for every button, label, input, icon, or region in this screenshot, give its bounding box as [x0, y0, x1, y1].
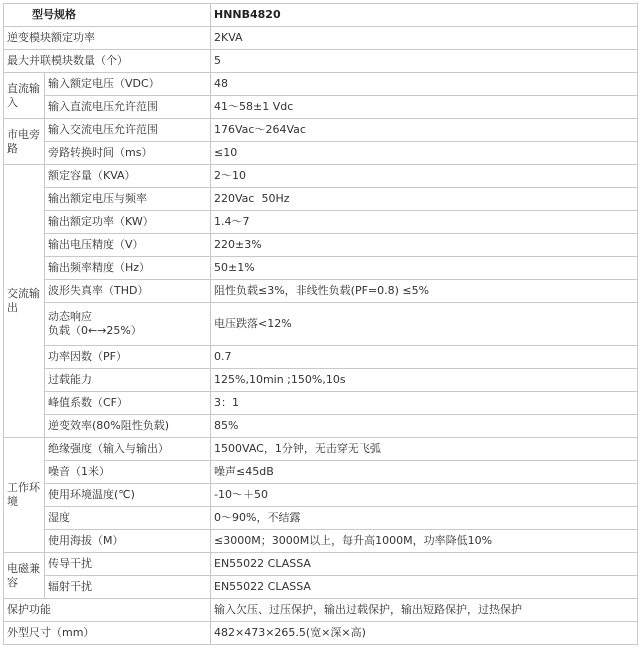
row-label: 输出额定功率（KW） — [45, 211, 211, 234]
header-model-label: 型号规格 — [4, 4, 211, 27]
row-label: 功率因数（PF） — [45, 346, 211, 369]
row-label: 使用环境温度(℃) — [45, 484, 211, 507]
table-row — [4, 257, 638, 280]
header-row — [4, 4, 638, 27]
row-label: 峰值系数（CF） — [45, 392, 211, 415]
table-row — [4, 303, 638, 346]
row-label: 最大并联模块数量（个） — [4, 50, 211, 73]
row-value: 阻性负载≤3%，非线性负载(PF=0.8) ≤5% — [211, 280, 638, 303]
row-label: 绝缘强度（输入与输出） — [45, 438, 211, 461]
table-row — [4, 280, 638, 303]
table-row — [4, 530, 638, 553]
table-row — [4, 369, 638, 392]
row-value: 噪声≤45dB — [211, 461, 638, 484]
row-value: ≤10 — [211, 142, 638, 165]
table-row — [4, 415, 638, 438]
table-row — [4, 576, 638, 599]
table-row — [4, 73, 638, 96]
row-value: 1500VAC，1分钟，无击穿无飞弧 — [211, 438, 638, 461]
row-label: 逆变效率(80%阻性负载) — [45, 415, 211, 438]
group-dc-input: 直流输入 — [4, 73, 45, 119]
table-row — [4, 119, 638, 142]
row-value: 电压跌落<12% — [211, 303, 638, 346]
table-row — [4, 211, 638, 234]
table-row — [4, 346, 638, 369]
row-value: 220Vac 50Hz — [211, 188, 638, 211]
row-label: 使用海拔（M） — [45, 530, 211, 553]
row-value: 176Vac～264Vac — [211, 119, 638, 142]
table-row — [4, 392, 638, 415]
row-label: 输出额定电压与频率 — [45, 188, 211, 211]
table-row — [4, 27, 638, 50]
table-row — [4, 484, 638, 507]
row-label: 波形失真率（THD） — [45, 280, 211, 303]
row-value: 2～10 — [211, 165, 638, 188]
row-label: 噪音（1米） — [45, 461, 211, 484]
table-row — [4, 50, 638, 73]
row-label: 辐射干扰 — [45, 576, 211, 599]
table-row — [4, 622, 638, 645]
row-value: 41～58±1 Vdc — [211, 96, 638, 119]
group-bypass: 市电旁路 — [4, 119, 45, 165]
table-row — [4, 438, 638, 461]
dynamic-label-line2: 负载（0←→25%） — [48, 324, 142, 337]
row-value: 482×473×265.5(宽×深×高) — [211, 622, 638, 645]
row-value: EN55022 CLASSA — [211, 553, 638, 576]
row-value: 50±1% — [211, 257, 638, 280]
row-label: 输入额定电压（VDC） — [45, 73, 211, 96]
row-value: EN55022 CLASSA — [211, 576, 638, 599]
table-row — [4, 553, 638, 576]
row-value: 3：1 — [211, 392, 638, 415]
row-label: 输出频率精度（Hz） — [45, 257, 211, 280]
row-value: 5 — [211, 50, 638, 73]
row-value: 48 — [211, 73, 638, 96]
row-label: 额定容量（KVA） — [45, 165, 211, 188]
table-row — [4, 96, 638, 119]
row-label: 旁路转换时间（ms） — [45, 142, 211, 165]
row-value: 220±3% — [211, 234, 638, 257]
row-label-dynamic — [45, 303, 211, 346]
table-row — [4, 188, 638, 211]
table-row — [4, 234, 638, 257]
row-label: 湿度 — [45, 507, 211, 530]
row-value: 0.7 — [211, 346, 638, 369]
table-row — [4, 461, 638, 484]
row-label: 保护功能 — [4, 599, 211, 622]
row-label: 外型尺寸（mm） — [4, 622, 211, 645]
row-value: 1.4～7 — [211, 211, 638, 234]
header-model-value: HNNB4820 — [211, 4, 638, 27]
dynamic-label-line1: 动态响应 — [48, 310, 92, 323]
table-row — [4, 507, 638, 530]
table-row — [4, 165, 638, 188]
row-label: 逆变模块额定功率 — [4, 27, 211, 50]
row-value: ≤3000M；3000M以上，每升高1000M，功率降低10% — [211, 530, 638, 553]
row-label: 过载能力 — [45, 369, 211, 392]
row-value: 输入欠压、过压保护，输出过载保护，输出短路保护，过热保护 — [211, 599, 638, 622]
spec-table — [3, 3, 638, 645]
row-label: 传导干扰 — [45, 553, 211, 576]
row-label: 输入交流电压允许范围 — [45, 119, 211, 142]
table-row — [4, 142, 638, 165]
row-value: 2KVA — [211, 27, 638, 50]
group-ac-output: 交流输出 — [4, 165, 45, 438]
row-value: 85% — [211, 415, 638, 438]
row-value: 125%,10min ;150%,10s — [211, 369, 638, 392]
row-label: 输入直流电压允许范围 — [45, 96, 211, 119]
row-value: -10～＋50 — [211, 484, 638, 507]
row-value: 0～90%，不结露 — [211, 507, 638, 530]
group-environment: 工作环境 — [4, 438, 45, 553]
table-row — [4, 599, 638, 622]
group-emc: 电磁兼容 — [4, 553, 45, 599]
row-label: 输出电压精度（V） — [45, 234, 211, 257]
